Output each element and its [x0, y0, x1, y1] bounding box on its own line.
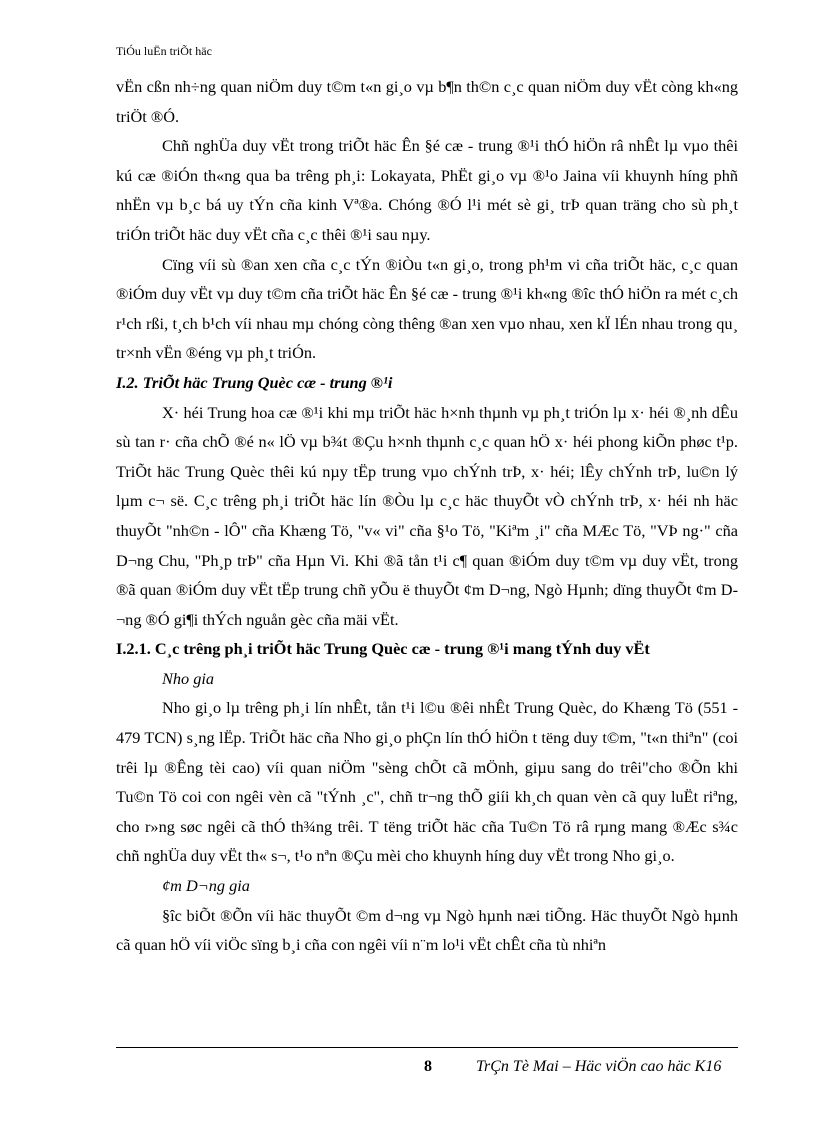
footer-divider	[116, 1047, 738, 1048]
subheading-nho-gia: Nho gia	[162, 668, 215, 688]
paragraph-am-duong-gia: §îc biÕt ®Õn víi häc thuyÕt ©m d¬ng vµ Ngò hµnh næi tiÕng. Häc thuyÕt Ngò hµnh cã quan hÖ víi viÖc sïng b¸i cña con ngêi víi n¨m lo¹i vËt chÊt cña tù nhiªn	[116, 905, 738, 955]
subheading-am-duong-gia: ¢m D¬ng gia	[162, 876, 250, 896]
paragraph-india-materialism: Chñ nghÜa duy vËt trong triÕt häc Ên §é cæ - trung ®¹i thÓ hiÖn râ nhÊt lµ vµo thêi kú cæ ®iÓn th«ng qua ba trêng ph¸i: Lokayata, PhËt gi¸o vµ ®¹o Jaina víi khuynh híng phñ nhËn vµ b¸c bá uy tÝn cña kinh Vª®a. Chóng ®Ó l¹i mét sè gi¸ trÞ quan träng cho sù ph¸t triÓn triÕt häc duy vËt cña c¸c thêi ®¹i sau nµy.	[116, 136, 738, 244]
paragraph-china-society: X· héi Trung hoa cæ ®¹i khi mµ triÕt häc h×nh thµnh vµ ph¸t triÓn lµ x· héi ®¸nh dÊu sù tan r· cña chÕ ®é n« lÖ vµ b¾t ®Çu h×nh thµnh c¸c quan hÖ x· héi phong kiÕn phøc t¹p. TriÕt häc Trung Quèc thêi kú nµy tËp trung vµo chÝnh trÞ, x· héi; lÊy chÝnh trÞ, lu©n lý lµm c¬ së. C¸c trêng ph¸i triÕt häc lín ®Òu lµ c¸c häc thuyÕt vÒ chÝnh trÞ, x· héi nh häc thuyÕt "nh©n - lÔ" cña Khæng Tö, "v« vi" cña §¹o Tö, "Kiªm ¸i" cña MÆc Tö, "VÞ ng·" cña D¬ng Chu, "Ph¸p trÞ" cña Hµn Vi. Khi ®ã tån t¹i c¶ quan ®iÓm duy t©m vµ duy vËt, trong ®ã quan ®iÓm duy vËt tËp trung chñ yÕu ë thuyÕt ¢m D¬ng, Ngò Hµnh; dïng thuyÕt ¢m D¬ng ®Ó gi¶i thÝch nguån gèc cña mäi vËt.	[116, 402, 738, 629]
page-body	[116, 72, 738, 960]
running-header: TiÓu luËn triÕt häc	[116, 44, 212, 58]
section-heading-1-2: I.2. TriÕt häc Trung Quèc cæ - trung ®¹i	[116, 372, 393, 392]
paragraph-india-interweave: Cïng víi sù ®an xen cña c¸c tÝn ®iÒu t«n gi¸o, trong ph¹m vi cña triÕt häc, c¸c quan ®iÓm duy vËt vµ duy t©m cña triÕt häc Ên §é cæ - trung ®¹i kh«ng ®îc thÓ hiÖn ra mét c¸ch r¹ch rßi, t¸ch b¹ch víi nhau mµ chóng còng thêng ®an xen vµo nhau, xen kÏ lÉn nhau trong qu¸ tr×nh vËn ®éng vµ ph¸t triÓn.	[116, 254, 738, 363]
paragraph-continuation: vËn cßn nh÷ng quan niÖm duy t©m t«n gi¸o vµ b¶n th©n c¸c quan niÖm duy vËt còng kh«ng triÖt ®Ó.	[116, 77, 738, 126]
footer-author: TrÇn Tè Mai – Häc viÖn cao häc K16	[476, 1058, 722, 1075]
paragraph-nho-gia: Nho gi¸o lµ trêng ph¸i lín nhÊt, tån t¹i l©u ®êi nhÊt Trung Quèc, do Khæng Tö (551 - 479 TCN) s¸ng lËp. TriÕt häc cña Nho gi¸o phÇn lín thÓ hiÖn t tëng duy t©m, "t«n thiªn" (coi trêi lµ ®Êng tèi cao) víi quan niÖm "sèng chÕt cã mÖnh, giµu sang do trêi"cho ®Õn khi Tu©n Tö coi con ngêi vèn cã "tÝnh ¸c", chñ tr¬ng thÕ giíi kh¸ch quan vèn cã quy luËt riªng, cho r»ng søc ngêi cã thÓ th¾ng trêi. T tëng triÕt häc cña Tu©n Tö râ rµng mang ®Æc s¾c chñ nghÜa duy vËt th« s¬, t¹o nªn ®Çu mèi cho khuynh híng duy vËt trong Nho gi¸o.	[116, 698, 738, 866]
page-number: 8	[424, 1058, 432, 1075]
section-heading-1-2-1: I.2.1. C¸c trêng ph¸i triÕt häc Trung Quèc cæ - trung ®¹i mang tÝnh duy vËt	[116, 639, 650, 659]
